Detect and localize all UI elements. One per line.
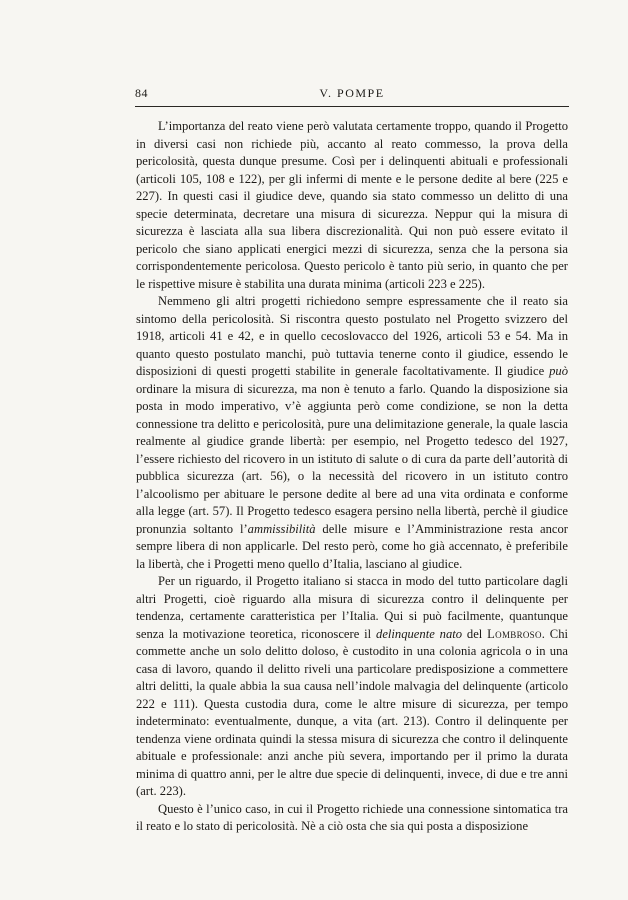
header-rule [135,106,569,107]
paragraph-2-text-c: delle misure e l’Amministrazione resta ancor sempre libera di non applicarle. Del resto però, come ho già accennato, è preferibile la libertà, che i Progetti meno quello d’Italia, lasciano al giudice. [136,521,568,571]
page-header [135,86,569,102]
emphasis-delinquente-nato: delinquente nato [376,626,463,641]
body-text [136,118,568,836]
paragraph-3-text-a: Per un riguardo, il Progetto italiano si stacca in modo del tutto particolare dagli altri Progetti, cioè riguardo alla misura di sicurezza contro il delinquente per tendenza, certamente caratteristica per l’Italia. Qui si può facilmente, quantunque senza la motivazione teoretica, riconoscere il [136,574,568,641]
paragraph-3-text-c: . Chi commette anche un solo delitto doloso, è custodito in una colonia agricola o in una casa di lavoro, quando il delitto riveli una particolare predisposizione a commettere altri delitti, la quale abbia la sua causa nell’indole malvagia del delinquente (articolo 222 e 111). Questa custodia dura, come le altre misure di sicurezza, per tempo indeterminato: eventualmente, dunque, a vita (art. 213). Contro il delinquente per tendenza viene ordinata quindi la stessa misura di sicurezza che contro il delinquente abituale e professionale: anzi anche più severa, importando per il primo la durata minima di quattro anni, per le altre due specie di delinquenti, invece, di due e tre anni (art. 223). [136,626,568,798]
paragraph-2-text-a: Nemmeno gli altri progetti richiedono sempre espressamente che il reato sia sintomo della pericolosità. Si riscontra questo postulato nel Progetto svizzero del 1918, articoli 41 e 42, e in quello cecoslovacco del 1926, articoli 53 e 54. Ma in quanto questo postulato manchi, può tuttavia tenerne conto il giudice, essendo le disposizioni di questi progetti stabilite in generale facoltativamente. Il giudice [136,294,568,378]
paragraph-1: L’importanza del reato viene però valutata certamente troppo, quando il Progetto in diversi casi non richiede più, accanto al reato commesso, la prova della pericolosità, questa dunque presume. Così per i delinquenti abituali e professionali (articoli 105, 108 e 122), per gli infermi di mente e le persone dedite al bere (225 e 227). In questi casi il giudice deve, quando sia stato commesso un delitto di una specie determinata, decretare una misura di sicurezza. Neppur qui la misura di sicurezza è lasciata alla sua libera discrezionalità. Qui non può essere evitato il pericolo che siano applicati energici mezzi di sicurezza, senza che la persona sia corrispondentemente pericolosa. Questo pericolo è tanto più serio, in quanto che per le rispettive misure è stabilita una durata minima (articoli 223 e 225). [136,119,568,291]
page-number: 84 [135,86,148,100]
paragraph-2 [136,293,568,573]
paragraph-3 [136,573,568,801]
emphasis-puo: può [549,364,568,378]
author-name-lombroso: Lombroso [487,626,542,641]
paragraph-4: Questo è l’unico caso, in cui il Progetto richiede una connessione sintomatica tra il reato e lo stato di pericolosità. Nè a ciò osta che sia qui posta a disposizione [136,801,568,833]
emphasis-ammissibilita: ammissibilità [247,521,316,536]
paragraph-2-text-b: ordinare la misura di sicurezza, ma non è tenuto a farlo. Quando la disposizione sia posta in modo imperativo, v’è aggiunta però come condizione, se non la detta connessione tra delitto e pericolosità, pure una delimitazione generale, la quale lascia realmente al giudice grande libertà: per esempio, nel Progetto tedesco del 1927, l’essere richiesto del ricovero in un istituto di salute o di cura da parte dell’autorità di pubblica sicurezza (art. 56), o la necessità del ricovero in un istituto contro l’alcoolismo per abituare le persone dedite al bere ad una vita ordinata e conforme alla legge (art. 57). Il Progetto tedesco esagera persino nella libertà, perchè il giudice pronunzia soltanto l’ [136,381,568,536]
running-head: V. POMPE [319,86,385,100]
paragraph-3-text-b: del [462,626,488,641]
